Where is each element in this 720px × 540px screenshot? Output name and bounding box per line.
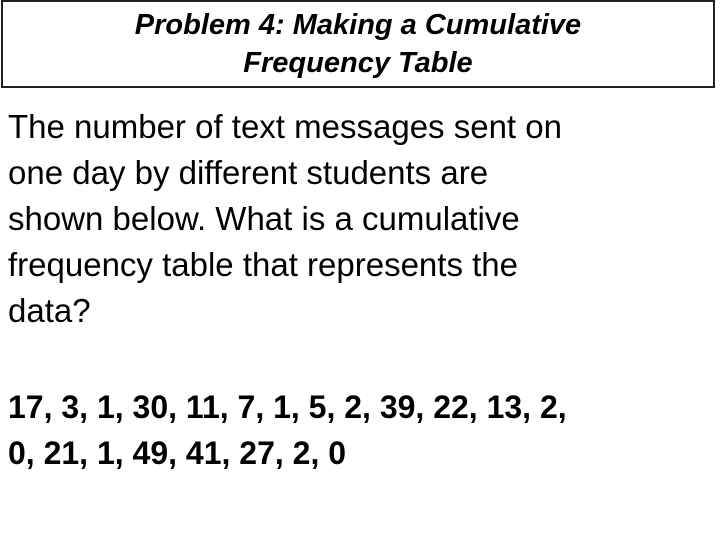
question-line: one day by different students are [8,154,489,191]
problem-title-line-2: Frequency Table [243,47,473,79]
question-line: data? [8,292,91,329]
question-line: The number of text messages sent on [8,108,562,145]
data-values-line: 17, 3, 1, 30, 11, 7, 1, 5, 2, 39, 22, 13, 2, [8,389,567,425]
problem-title-line-1: Problem 4: Making a Cumulative [134,9,582,41]
question-line: frequency table that represents the [8,246,518,283]
question-text [8,104,708,334]
question-line: shown below. What is a cumulative [8,200,520,237]
data-values [8,384,716,476]
problem-title-box [1,0,715,88]
data-values-line: 0, 21, 1, 49, 41, 27, 2, 0 [8,435,347,471]
